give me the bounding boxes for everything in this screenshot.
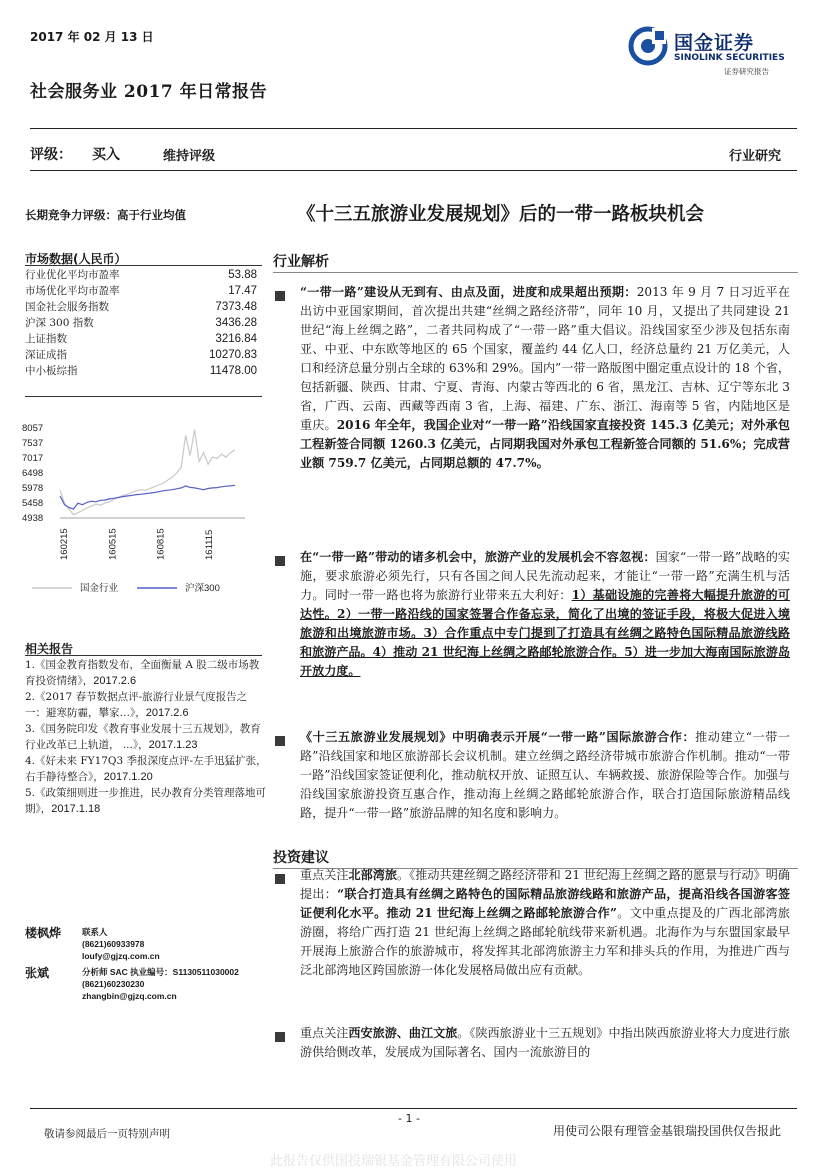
market-data-row: [25, 347, 257, 363]
analyst-contact: [82, 926, 160, 962]
market-data-row: [25, 363, 257, 379]
related-report-title: 3.《国务院印发《教育事业发展十三五规划》，教育行业改革已上轨道， ...》，: [25, 723, 261, 751]
rating-value: 买入: [92, 147, 120, 163]
y-tick-label: 4938: [22, 513, 44, 524]
paragraph-benefits: 1）基础设施的完善将大幅提升旅游的可达性。2）一带一路沿线的国家签署合作备忘录，简化了出境的签证手段，将极大促进入境旅游和出境旅游市场。3）合作重点中专门提到了打造具有丝绸之路特色国际精品旅游线路和旅游产品。4）推动 21 世纪海上丝绸之路邮轮旅游合作。5）进一步加大海南国际旅游岛开放力度。: [300, 588, 790, 678]
market-data-row: [25, 331, 257, 347]
paragraph-13th-plan: [300, 728, 790, 823]
x-tick-label: 160815: [155, 528, 167, 560]
paragraph-body: 。《推动共建丝绸之路经济带和 21 世纪海上丝绸之路的愿景与行动》明确提出：: [300, 868, 790, 901]
related-report-title: 1.《国金教育指数发布，全面衡量 A 股二级市场教育投资情绪》，: [25, 659, 260, 687]
analyst-email[interactable]: zhangbin@gjzq.com.cn: [82, 991, 177, 1001]
analyst-block: [25, 964, 265, 1004]
rating-note: 维持评级: [163, 149, 216, 164]
related-reports-title: 相关报告: [25, 642, 74, 656]
section-heading-investment: 投资建议: [273, 850, 329, 866]
related-report-date: 2017.1.20: [103, 770, 153, 783]
paragraph-body: 。《陕西旅游业十三五规划》中指出陕西旅游业将大力度进行旅游供给侧改革，发展成为国际著名、国内一流旅游目的: [300, 1026, 790, 1059]
series-line-0: [60, 430, 235, 515]
market-data-value: 17.47: [228, 285, 257, 297]
related-report-item[interactable]: [25, 722, 267, 753]
long-term-rating: 长期竞争力评级：高于行业均值: [25, 208, 186, 222]
market-data-label: 市场优化平均市盈率: [25, 285, 120, 297]
market-data-row: [25, 315, 257, 331]
related-report-date: 2017.1.18: [51, 802, 101, 815]
related-report-title: 4.《好未来 FY17Q3 季报深度点评-左手迅猛扩张，右手静待整合》，: [25, 755, 267, 783]
paragraph-xian-tourism: [300, 1024, 790, 1062]
article-title: 《十三五旅游业发展规划》后的一带一路板块机会: [297, 204, 705, 225]
paragraph-company: 西安旅游、曲江文旅: [348, 1026, 458, 1040]
market-data-rule-bottom: [25, 396, 262, 397]
legend-label: 沪深300: [185, 583, 220, 594]
bullet-icon: [275, 736, 285, 746]
section-heading-analysis: 行业解析: [273, 254, 329, 270]
bullet-icon: [275, 1032, 285, 1042]
analyst-role: 联系人: [82, 927, 108, 937]
market-data-row: [25, 283, 257, 299]
x-tick-label: 161115: [204, 529, 215, 560]
paragraph-company: 北部湾旅: [348, 868, 398, 882]
report-type: 行业研究: [728, 149, 781, 164]
market-data-label: 国金社会服务指数: [25, 301, 109, 313]
header-divider: [30, 128, 797, 129]
bullet-icon: [275, 874, 285, 884]
analyst-contact: [82, 966, 239, 1002]
report-date: 2017 年 02 月 13 日: [30, 30, 154, 44]
section-rule: [273, 272, 798, 273]
related-report-title: 5.《政策细则进一步推进，民办教育分类管理落地可期》，: [25, 787, 267, 815]
analyst-contacts: [25, 924, 265, 1004]
market-data-value: 3216.84: [215, 333, 257, 345]
paragraph-tail: 2016 年全年，我国企业对“一带一路”沿线国家直接投资 145.3 亿美元；对外承包工程新签合同额 1260.3 亿美元，占同期我国对外承包工程新签合同额的 51.6%；完成营业额 759.7 亿美元，占同期总额的 47.7%。: [300, 418, 790, 470]
y-tick-label: 8057: [22, 423, 44, 434]
x-tick-label: 160515: [107, 528, 119, 560]
related-report-item[interactable]: [25, 658, 267, 689]
bullet-icon: [275, 291, 285, 301]
logo-subtitle: 证券研究报告: [724, 67, 769, 76]
paragraph-body: 国家“一带一路”战略的实施，要求旅游必须先行，只有各国之间人民先流动起来，才能让“一带一路”充满生机与活力。同时一带一路也将为旅游行业带来五大利好：: [300, 550, 790, 602]
related-report-item[interactable]: [25, 690, 267, 721]
footer-right-text: 用使司公限有理管金基银瑞投国供仅告报此: [552, 1124, 781, 1138]
index-chart-svg: [20, 408, 265, 608]
paragraph-prefix: 重点关注: [300, 868, 349, 882]
related-reports-list: [25, 658, 267, 818]
related-report-title: 2.《2017 春节数据点评-旅游行业景气度报告之一：避寒防霾，攀家…》，: [25, 691, 248, 719]
analyst-name: 楼枫烨: [25, 926, 62, 940]
y-tick-label: 5978: [22, 482, 44, 494]
y-tick-label: 6498: [22, 467, 44, 479]
bullet-icon: [275, 556, 285, 566]
paragraph-body: 2013 年 9 月 7 日习近平在出访中亚国家期间，首次提出共建“丝绸之路经济带”，同年 10 月，又提出了共同建设 21 世纪“海上丝绸之路”，二者共同构成了“一带一路”重大倡议。沿线国家至少涉及包括东南亚、中亚、中东欧等地区的 65 个国家，覆盖约 44 亿人口，经济总量约 21 万亿美元，人口和经济总量分别占全球的 63%和 29%。国内”一带一路版图中圈定重点设计的 18 个省，包括新疆、陕西、甘肃、宁夏、青海、内蒙古等西北的 6 省，黑龙江、吉林、辽宁等东北 3 省，广西、云南、西藏等西南 3 省，上海、福建、广东、浙江、海南等 5 省，内陆地区是重庆。: [300, 285, 791, 432]
analyst-email[interactable]: loufy@gjzq.com.cn: [82, 951, 160, 961]
market-data-value: 11478.00: [209, 365, 257, 377]
sinolink-logo-icon: [628, 26, 668, 66]
analyst-phone: (8621)60230230: [82, 979, 145, 989]
y-tick-label: 7537: [22, 438, 44, 450]
market-data-label: 深证成指: [25, 349, 67, 361]
market-data-value: 10270.83: [209, 349, 257, 361]
related-report-item[interactable]: [25, 786, 267, 817]
logo-text-cn: 国金证券: [674, 32, 755, 54]
paragraph-lead: 在“一带一路”带动的诸多机会中，旅游产业的发展机会不容忽视：: [300, 550, 656, 564]
market-data-value: 3436.28: [215, 317, 257, 329]
logo-text-en: SINOLINK SECURITIES: [674, 53, 785, 63]
market-data-label: 中小板综指: [25, 365, 78, 377]
related-report-date: 2017.1.23: [148, 738, 198, 751]
market-data-value: 7373.48: [215, 301, 257, 313]
market-data-value: 53.88: [228, 269, 257, 281]
market-data-rule: [25, 265, 262, 266]
analyst-block: [25, 924, 265, 964]
company-logo: [628, 22, 798, 78]
analyst-phone: (8621)60933978: [82, 939, 145, 949]
rating-divider: [30, 170, 797, 171]
report-title: 社会服务业 2017 年日常报告: [30, 82, 268, 102]
paragraph-beibu-gulf: [300, 866, 790, 980]
market-data-table: [25, 267, 257, 379]
footer-disclaimer: 敬请参阅最后一页特别声明: [44, 1128, 170, 1140]
paragraph-quote: “联合打造具有丝绸之路特色的国际精品旅游线路和旅游产品，提高沿线各国游客签证便利化水平。推动 21 世纪海上丝绸之路邮轮旅游合作”: [300, 887, 790, 920]
footer-watermark: 此报告仅供国投瑞银基金管理有限公司使用: [270, 1154, 518, 1169]
related-report-date: 2017.2.6: [145, 706, 189, 719]
page-number: - 1 -: [398, 1112, 420, 1125]
legend-label: 国金行业: [80, 583, 119, 594]
related-report-item[interactable]: [25, 754, 267, 785]
analyst-role: 分析师 SAC 执业编号：S1130511030002: [82, 967, 239, 977]
related-report-date: 2017.2.6: [93, 674, 137, 687]
market-data-row: [25, 267, 257, 283]
y-tick-label: 7017: [22, 453, 44, 465]
rating-label: 评级：: [30, 147, 72, 163]
paragraph-tourism-opportunity: [300, 548, 790, 681]
index-chart: [20, 408, 265, 608]
related-reports-rule: [25, 655, 262, 656]
paragraph-body: 。文中重点提及的广西北部湾旅游圈，将给广西打造 21 世纪海上丝绸之路邮轮航线带来新机遇。北海作为与东盟国家最早开展海上旅游合作的旅游城市，将发挥其北部湾旅游主力军和排头兵的作用，为推进广西与泛北部湾地区跨国旅游一体化发展格局做出应有贡献。: [300, 906, 790, 977]
x-tick-label: 160215: [59, 528, 70, 560]
footer-divider: [30, 1108, 797, 1109]
market-data-title: 市场数据(人民币）: [25, 252, 127, 266]
paragraph-prefix: 重点关注: [300, 1026, 349, 1040]
paragraph-belt-road-progress: [300, 283, 790, 473]
market-data-label: 上证指数: [25, 333, 67, 345]
analyst-name: 张斌: [25, 966, 50, 980]
paragraph-body: 推动建立“一带一路”沿线国家和地区旅游部长会议机制。建立丝绸之路经济带城市旅游合作机制。推动“一带一路”沿线国家签证便利化，推动航权开放、证照互认、车辆救援、旅游保险等合作。加强与沿线国家旅游投资互惠合作，推动海上丝绸之路邮轮旅游合作，联合打造国际旅游精品线路，提升“一带一路”旅游品牌的知名度和影响力。: [300, 730, 790, 820]
paragraph-lead: 《十三五旅游业发展规划》中明确表示开展“一带一路”国际旅游合作：: [300, 730, 696, 744]
market-data-label: 沪深 300 指数: [25, 317, 94, 329]
y-tick-label: 5458: [22, 497, 44, 509]
market-data-label: 行业优化平均市盈率: [25, 269, 120, 281]
paragraph-lead: “一带一路”建设从无到有、由点及面，进度和成果超出预期：: [300, 285, 637, 299]
market-data-row: [25, 299, 257, 315]
